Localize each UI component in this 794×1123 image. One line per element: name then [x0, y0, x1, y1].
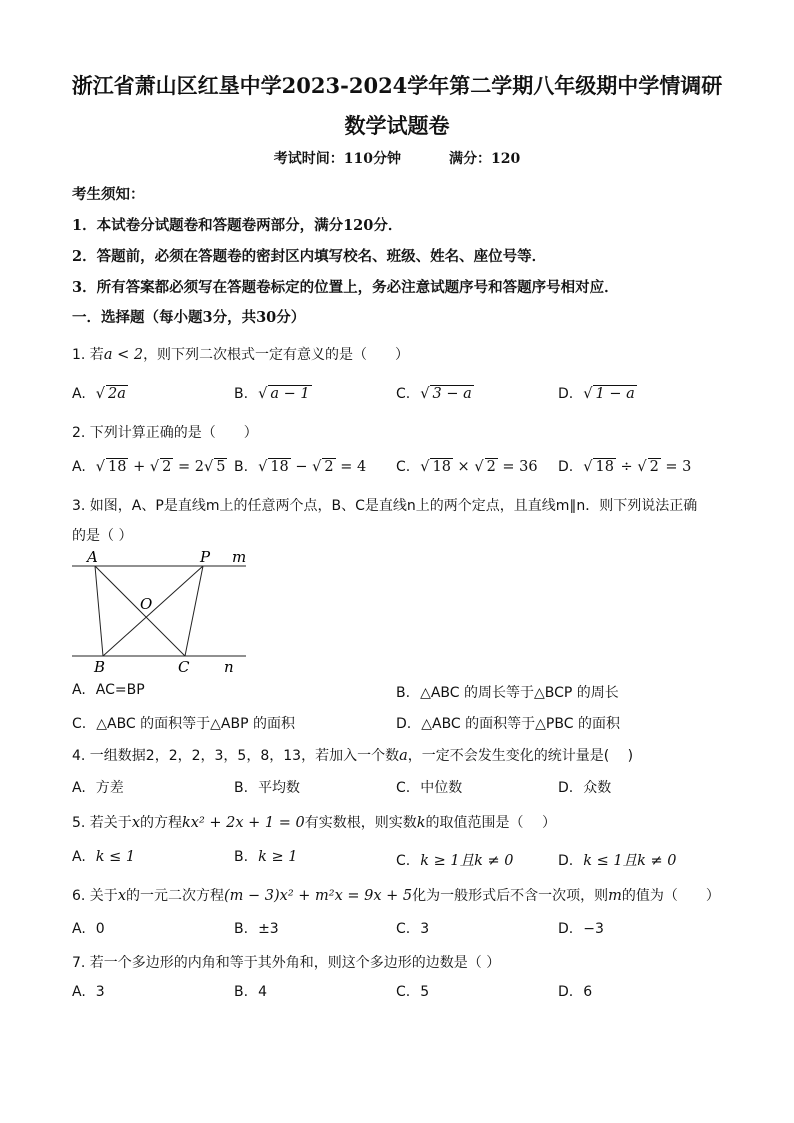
full-score: 满分：120: [449, 151, 521, 167]
q4-option-d[interactable]: D. 众数: [558, 780, 612, 796]
label-a: A: [87, 548, 98, 566]
question-3-stem: 3. 如图，A、P是直线m上的任意两个点，B、C是直线n上的两个定点，且直线m∥n．则下列说法正确: [72, 498, 698, 514]
question-3-stem-cont: 的是（ ）: [72, 528, 133, 544]
exam-title: 浙江省萧山区红垦中学2023-2024学年第二学期八年级期中学情调研: [71, 73, 723, 98]
q2-option-c[interactable]: C. √ 18 × √ 2 = 36: [396, 459, 538, 475]
q7-option-d[interactable]: D. 6: [558, 984, 593, 1000]
notice-item: 3．所有答案都必须写在答题卷标定的位置上，务必注意试题序号和答题序号相对应．: [72, 279, 619, 296]
q3-option-b[interactable]: B. △ABC 的周长等于△BCP 的周长: [396, 685, 619, 701]
q5-option-d[interactable]: D. k ≤ 1且k ≠ 0: [558, 853, 677, 869]
exam-meta: [0, 148, 794, 168]
q1-option-c[interactable]: C. √ 3 − a: [396, 386, 472, 402]
notice-heading: 考生须知：: [72, 186, 145, 203]
q7-option-b[interactable]: B. 4: [234, 984, 267, 1000]
q6-option-d[interactable]: D. −3: [558, 921, 604, 937]
question-6-stem: 6. 关于x的一元二次方程(m − 3)x² + m²x = 9x + 5化为一般形式后不含一次项，则m的值为（ ）: [72, 888, 720, 904]
q1-option-a[interactable]: A. √ 2a: [72, 386, 126, 402]
q6-option-a[interactable]: A. 0: [72, 921, 105, 937]
q5-option-a[interactable]: A. k ≤ 1: [72, 849, 136, 865]
q4-option-a[interactable]: A. 方差: [72, 780, 124, 796]
exam-subtitle: 数学试题卷: [344, 113, 450, 138]
q2-option-b[interactable]: B. √ 18 − √ 2 = 4: [234, 459, 367, 475]
q6-option-b[interactable]: B. ±3: [234, 921, 279, 937]
section-heading: 一．选择题（每小题3分，共30分）: [72, 309, 306, 326]
notice-item: 1．本试卷分试题卷和答题卷两部分，满分120分．: [72, 217, 403, 234]
question-1-stem: 1. 若a < 2，则下列二次根式一定有意义的是（ ）: [72, 347, 410, 363]
q7-option-a[interactable]: A. 3: [72, 984, 105, 1000]
q1-option-b[interactable]: B. √ a − 1: [234, 386, 310, 402]
q3-option-d[interactable]: D. △ABC 的面积等于△PBC 的面积: [396, 716, 620, 732]
q4-option-c[interactable]: C. 中位数: [396, 780, 463, 796]
label-b: B: [94, 658, 106, 676]
segment-ab: [95, 566, 103, 656]
label-o: O: [140, 595, 153, 613]
label-n: n: [224, 658, 234, 676]
q1-option-d[interactable]: D. √ 1 − a: [558, 386, 635, 402]
label-m: m: [232, 548, 247, 566]
q5-option-b[interactable]: B. k ≥ 1: [234, 849, 298, 865]
notice-item: 2．答题前，必须在答题卷的密封区内填写校名、班级、姓名、座位号等．: [72, 248, 547, 265]
q3-geometry-figure: [70, 546, 255, 676]
q5-option-c[interactable]: C. k ≥ 1且k ≠ 0: [396, 853, 514, 869]
q3-option-a[interactable]: A. AC=BP: [72, 682, 145, 698]
question-2-stem: 2. 下列计算正确的是（ ）: [72, 425, 258, 441]
exam-time: 考试时间：110分钟: [273, 151, 401, 167]
label-p: P: [200, 548, 211, 566]
question-7-stem: 7. 若一个多边形的内角和等于其外角和，则这个多边形的边数是（ ）: [72, 955, 501, 971]
question-5-stem: 5. 若关于x的方程kx² + 2x + 1 = 0有实数根，则实数k的取值范围是（ ）: [72, 815, 556, 831]
q4-option-b[interactable]: B. 平均数: [234, 780, 301, 796]
question-4-stem: 4. 一组数据2，2，2，3，5，8，13，若加入一个数a，一定不会发生变化的统计量是( ): [72, 748, 634, 764]
q2-option-d[interactable]: D. √ 18 ÷ √ 2 = 3: [558, 459, 692, 475]
q2-option-a[interactable]: A. √ 18 + √ 2 = 2√ 5: [72, 459, 226, 475]
label-c: C: [178, 658, 190, 676]
q6-option-c[interactable]: C. 3: [396, 921, 430, 937]
q3-option-c[interactable]: C. △ABC 的面积等于△ABP 的面积: [72, 716, 296, 732]
q7-option-c[interactable]: C. 5: [396, 984, 430, 1000]
